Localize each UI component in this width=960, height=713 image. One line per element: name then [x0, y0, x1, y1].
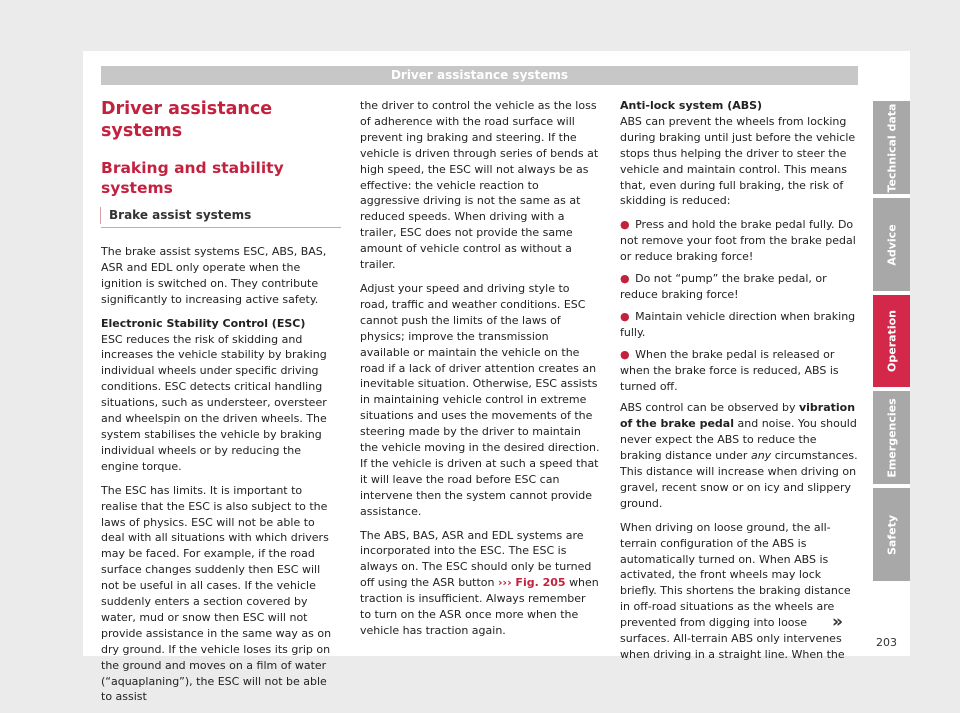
list-item: ● When the brake pedal is released or when the brake force is reduced, ABS is turned off.	[620, 347, 839, 393]
column-right	[620, 98, 860, 671]
abs-heading: Anti-lock system (ABS)	[620, 99, 763, 112]
bullet-icon: ●	[620, 347, 630, 361]
tab-emergencies[interactable]: Emergencies	[873, 391, 910, 484]
continue-arrow-icon: »	[832, 612, 843, 632]
page-number: 203	[876, 636, 897, 649]
speed-paragraph: Adjust your speed and driving style to road, traffic and weather conditions. ESC cannot push the limits of the laws of physics; improve the transmission available or maintain the vehicle on the road if a lack of driver attention creates an inevitable situation. Otherwise, ESC assists in maintaining vehicle control in extreme situations and uses the movements of the steering made by the driver to maintain the vehicle moving in the desired direction. If the vehicle is driven at such a speed that it will leave the road before ESC can intervene then the system cannot provide assistance.	[360, 281, 600, 518]
figure-reference-link[interactable]: ››› Fig. 205	[498, 576, 566, 590]
systems-paragraph	[360, 528, 600, 639]
systems-text-a: The ABS, BAS, ASR and EDL systems are incorporated into the ESC. The ESC is always on. The ESC should only be turned off using the ASR button	[360, 528, 592, 590]
subsection-title: Braking and stability systems	[101, 159, 284, 197]
list-item: ● Press and hold the brake pedal fully. Do not remove your foot from the brake pedal or reduce braking force!	[620, 218, 856, 264]
running-header: Driver assistance systems	[101, 66, 858, 85]
intro-paragraph: The brake assist systems ESC, ABS, BAS, ASR and EDL only operate when the ignition is switched on. They contribute significantly to increasing active safety.	[101, 245, 327, 306]
emphasis-italic: any	[750, 449, 772, 463]
list-item: ● Maintain vehicle direction when braking fully.	[620, 309, 856, 339]
column-middle	[360, 98, 600, 647]
topic-heading-text: Brake assist systems	[100, 207, 251, 224]
section-title: Driver assistance systems	[101, 99, 273, 141]
esc-paragraph: ESC reduces the risk of skidding and increases the vehicle stability by braking individual wheels under specific driving conditions. ESC detects critical handling situations, such as understeer, oversteer and wheelspin on the driven wheels. The system stabilises the vehicle by braking individual wheels or by reducing the engine torque.	[101, 332, 327, 473]
bullet-icon: ●	[620, 218, 630, 232]
topic-heading	[101, 207, 341, 228]
abs-control-paragraph: ABS control can be observed by vibration of the brake pedal and noise. You should never expect the ABS to reduce the braking distance under any circumstances. This distance will increase when driving on gravel, recent snow or on icy and slippery ground.	[620, 401, 858, 510]
list-item: ● Do not “pump” the brake pedal, or reduce braking force!	[620, 272, 827, 301]
bullet-icon: ●	[620, 272, 630, 286]
column-left	[101, 98, 341, 713]
bullet-icon: ●	[620, 309, 630, 323]
esc-limits-paragraph: The ESC has limits. It is important to realise that the ESC is also subject to the laws of physics. ESC will not be able to deal with all situations with which drivers may be faced. For example, if the road surface changes suddenly then ESC will not be useful in all cases. If the vehicle suddenly enters a section covered by water, mud or snow then ESC will not provide assistance in the same way as on dry ground. If the vehicle loses its grip on the ground and moves on a film of water (“aquaplaning”), the ESC will not be able to assist	[101, 483, 332, 704]
esc-heading: Electronic Stability Control (ESC)	[101, 316, 306, 330]
tab-operation[interactable]: Operation	[873, 295, 910, 387]
tab-safety[interactable]: Safety	[873, 488, 910, 581]
tab-advice[interactable]: Advice	[873, 198, 910, 291]
emphasis-bold: vibration of the brake pedal	[620, 401, 856, 431]
esc-continued-paragraph: the driver to control the vehicle as the loss of adherence with the road surface will prevent ing braking and steering. If the vehicle is driven through series of bends at high speed, the ESC will not always be as effective: the vehicle reaction to aggressive driving is not the same as at reduced speeds. When driving with a trailer, ESC does not provide the same amount of vehicle control as without a trailer.	[360, 99, 599, 272]
abs-paragraph: ABS can prevent the wheels from locking during braking until just before the vehicle stops thus helping the driver to steer the vehicle and maintain control. This means that, even during full braking, the risk of skidding is reduced:	[620, 114, 856, 208]
systems-text-b: when traction is insufficient. Always remember to turn on the ASR once more when the vehicle has traction again.	[360, 576, 599, 637]
tab-technical-data[interactable]: Technical data	[873, 101, 910, 194]
all-terrain-paragraph: When driving on loose ground, the all-terrain configuration of the ABS is automatically turned on. When ABS is activated, the front wheels may lock briefly. This shortens the braking distance in off-road situations as the wheels are prevented from digging into loose surfaces. All-terrain ABS only intervenes when driving in a straight line. When the	[620, 520, 851, 661]
